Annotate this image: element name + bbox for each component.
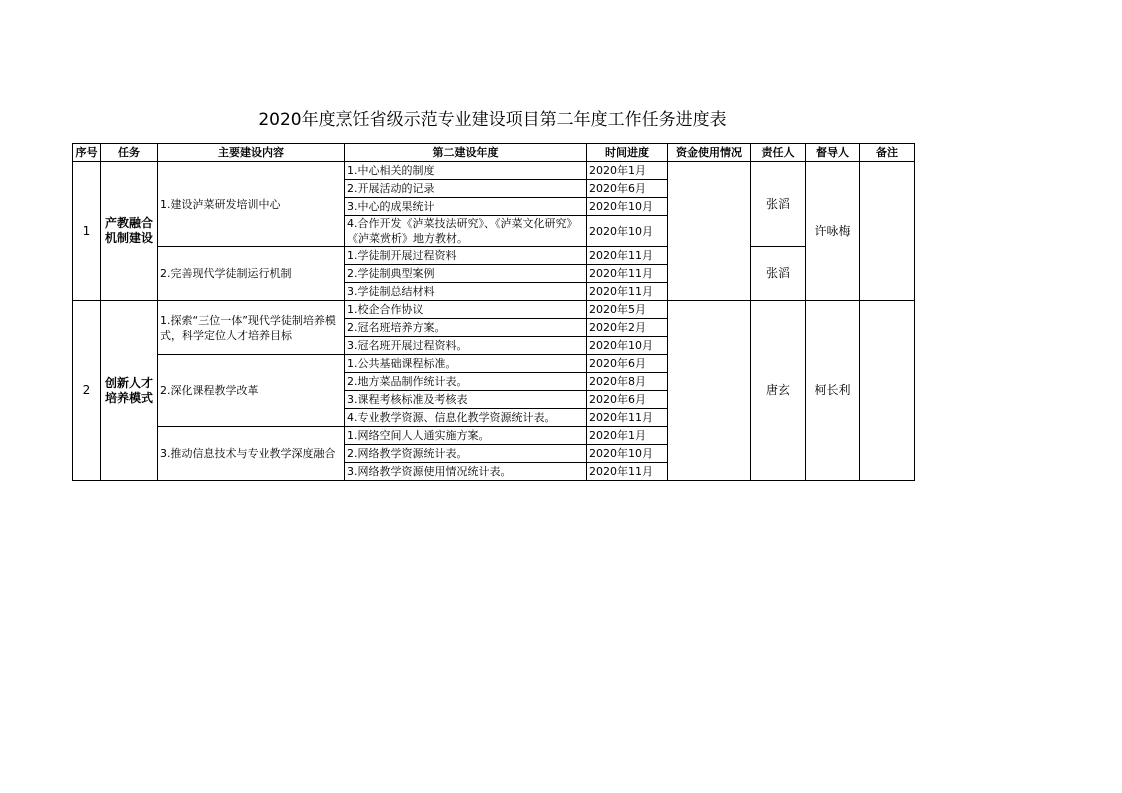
header-content: 主要建设内容 <box>158 144 345 162</box>
header-second-year: 第二建设年度 <box>345 144 587 162</box>
time-cell: 2020年11月 <box>587 463 668 481</box>
group1-task-line2: 机制建设 <box>104 231 153 245</box>
group1-supervisor: 许咏梅 <box>806 162 860 301</box>
header-supervisor: 督导人 <box>806 144 860 162</box>
sheet-title: 2020年度烹饪省级示范专业建设项目第二年度工作任务进度表 <box>258 110 727 130</box>
item-cell: 3.冠名班开展过程资料。 <box>345 337 587 355</box>
group1-task <box>101 162 158 301</box>
group1-content1: 1.建设泸菜研发培训中心 <box>158 162 345 247</box>
time-cell: 2020年2月 <box>587 319 668 337</box>
item-cell: 2.网络教学资源统计表。 <box>345 445 587 463</box>
group2-task <box>101 301 158 481</box>
table-row <box>73 247 915 265</box>
item-cell: 3.网络教学资源使用情况统计表。 <box>345 463 587 481</box>
group2-remark <box>860 301 915 481</box>
group2-no: 2 <box>73 301 101 481</box>
group2-content1: 1.探索“三位一体”现代学徒制培养模式，科学定位人才培养目标 <box>158 301 345 355</box>
group2-funds <box>668 301 751 481</box>
header-row <box>73 144 915 162</box>
group1-task-line1: 产教融合 <box>104 216 153 230</box>
time-cell: 2020年6月 <box>587 355 668 373</box>
time-cell: 2020年11月 <box>587 265 668 283</box>
group1-content2: 2.完善现代学徒制运行机制 <box>158 247 345 301</box>
time-cell: 2020年11月 <box>587 409 668 427</box>
group2-supervisor: 柯长利 <box>806 301 860 481</box>
time-cell: 2020年1月 <box>587 427 668 445</box>
item-cell: 2.开展活动的记录 <box>345 180 587 198</box>
item-cell: 1.中心相关的制度 <box>345 162 587 180</box>
group1-no: 1 <box>73 162 101 301</box>
time-cell: 2020年8月 <box>587 373 668 391</box>
group1-remark <box>860 162 915 301</box>
time-cell: 2020年5月 <box>587 301 668 319</box>
table-row <box>73 301 915 319</box>
header-funds: 资金使用情况 <box>668 144 751 162</box>
header-owner: 责任人 <box>751 144 806 162</box>
item-cell: 1.校企合作协议 <box>345 301 587 319</box>
header-task: 任务 <box>101 144 158 162</box>
item-cell: 3.学徒制总结材料 <box>345 283 587 301</box>
time-cell: 2020年10月 <box>587 198 668 216</box>
item-cell: 2.学徒制典型案例 <box>345 265 587 283</box>
group2-content2: 2.深化课程教学改革 <box>158 355 345 427</box>
time-cell: 2020年6月 <box>587 391 668 409</box>
time-cell: 2020年10月 <box>587 445 668 463</box>
time-cell: 2020年11月 <box>587 247 668 265</box>
group1-content2-owner: 张滔 <box>751 247 806 301</box>
item-cell: 1.网络空间人人通实施方案。 <box>345 427 587 445</box>
table-row <box>73 162 915 180</box>
group1-content1-owner: 张滔 <box>751 162 806 247</box>
header-remark: 备注 <box>860 144 915 162</box>
item-cell: 3.课程考核标准及考核表 <box>345 391 587 409</box>
group2-content3: 3.推动信息技术与专业教学深度融合 <box>158 427 345 481</box>
time-cell: 2020年11月 <box>587 283 668 301</box>
item-cell: 4.合作开发《泸菜技法研究》、《泸菜文化研究》《泸菜赏析》地方教材。 <box>345 216 587 247</box>
item-cell: 2.冠名班培养方案。 <box>345 319 587 337</box>
header-progress: 时间进度 <box>587 144 668 162</box>
group2-task-line1: 创新人才 <box>104 375 153 390</box>
item-cell: 2.地方菜品制作统计表。 <box>345 373 587 391</box>
header-no: 序号 <box>73 144 101 162</box>
time-cell: 2020年10月 <box>587 337 668 355</box>
item-cell: 1.学徒制开展过程资料 <box>345 247 587 265</box>
progress-table <box>72 143 915 481</box>
group1-funds <box>668 162 751 301</box>
item-cell: 4.专业教学资源、信息化教学资源统计表。 <box>345 409 587 427</box>
item-cell: 3.中心的成果统计 <box>345 198 587 216</box>
item-cell: 1.公共基础课程标准。 <box>345 355 587 373</box>
time-cell: 2020年1月 <box>587 162 668 180</box>
group2-owner: 唐玄 <box>751 301 806 481</box>
time-cell: 2020年10月 <box>587 216 668 247</box>
group2-task-line2: 培养模式 <box>104 390 153 405</box>
time-cell: 2020年6月 <box>587 180 668 198</box>
